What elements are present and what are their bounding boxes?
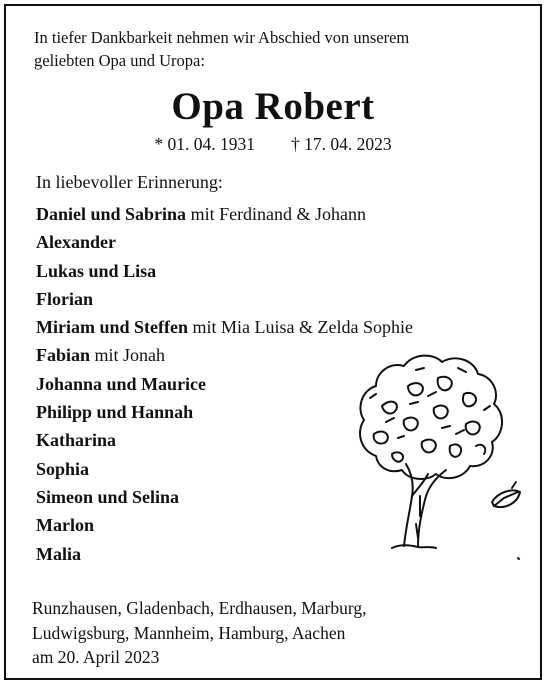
list-item [36, 285, 413, 313]
list-item [36, 228, 413, 256]
mourner-names: Lukas und Lisa [36, 260, 157, 281]
mourner-names: Katharina [36, 430, 117, 451]
mourner-names: Philipp und Hannah [36, 402, 194, 423]
birth-date: * 01. 04. 1931 [154, 134, 255, 154]
list-item [36, 200, 413, 228]
places-line-2: Ludwigsburg, Mannheim, Hamburg, Aachen [32, 622, 346, 643]
mourner-children: mit Mia Luisa & Zelda Sophie [188, 317, 413, 338]
mourner-names: Johanna und Maurice [36, 373, 207, 394]
obituary-notice [4, 4, 542, 680]
intro-text [34, 26, 504, 72]
notice-date: am 20. April 2023 [32, 647, 160, 667]
death-date: † 17. 04. 2023 [291, 134, 392, 154]
memory-heading: In liebevoller Erinnerung: [36, 172, 223, 192]
mourner-names: Marlon [36, 515, 94, 536]
intro-line-2: geliebten Opa und Uropa: [34, 51, 205, 70]
mourner-names: Florian [36, 288, 93, 309]
list-item [36, 313, 413, 341]
mourner-children: mit Ferdinand & Johann [186, 204, 367, 224]
places-and-date [32, 596, 512, 670]
mourner-names: Daniel und Sabrina [36, 204, 187, 224]
life-dates [6, 134, 540, 155]
tree-with-falling-leaf-icon [346, 346, 526, 576]
list-item [36, 257, 413, 285]
mourner-children: mit Jonah [90, 345, 166, 366]
mourner-names: Sophia [36, 458, 90, 479]
deceased-name: Opa Robert [171, 85, 375, 128]
places-line-1: Runzhausen, Gladenbach, Erdhausen, Marburg, [32, 598, 367, 618]
mourner-names: Miriam und Steffen [36, 317, 188, 338]
mourner-names: Alexander [36, 232, 116, 253]
mourner-names: Simeon und Selina [36, 486, 180, 507]
mourner-names: Malia [36, 543, 81, 564]
mourner-names: Fabian [36, 345, 91, 366]
intro-line-1: In tiefer Dankbarkeit nehmen wir Abschied von unserem [34, 28, 410, 47]
